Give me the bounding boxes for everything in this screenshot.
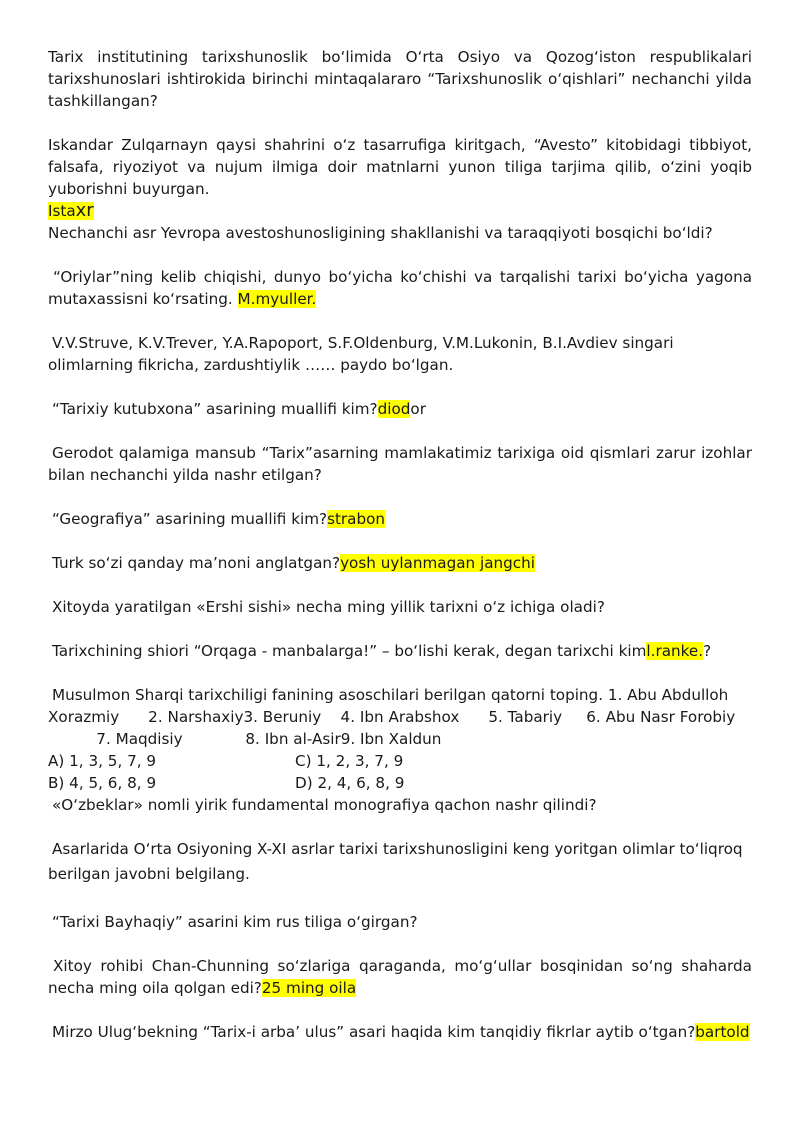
question-text: “Oriylar”ning kelib chiqishi, dunyo bo‘yicha ko‘chishi va tarqalishi tarixi bo‘yicha yagona mutaxassisni ko‘rsating.: [48, 268, 752, 308]
highlighted-answer: strabon: [327, 510, 386, 528]
question-14: [48, 838, 752, 860]
question-12-cont: [48, 706, 752, 728]
question-2: [48, 134, 752, 200]
option-b: B) 4, 5, 6, 8, 9: [48, 774, 157, 792]
question-text: Tarix institutining tarixshunoslik bo‘limida O‘rta Osiyo va Qozog‘iston respublikalari tarixshunoslari ishtirokida birinchi mintaqalararo “Tarixshunoslik o‘qishlari” nechanchi yilda tashkillangan?: [48, 48, 752, 110]
question-10: [48, 596, 752, 618]
option-a: A) 1, 3, 5, 7, 9: [48, 752, 157, 770]
question-text: ?: [703, 642, 712, 660]
question-14-cont: [48, 863, 752, 885]
question-13: [48, 794, 752, 816]
question-17: [48, 1021, 752, 1043]
highlighted-answer: l.ranke.: [646, 642, 704, 660]
highlighted-answer: yosh uylanmagan jangchi: [340, 554, 535, 572]
answer-text: Ista: [48, 202, 76, 220]
question-text: olimlarning fikricha, zardushtiylik …… paydo bo‘lgan.: [48, 356, 454, 374]
question-5: [48, 332, 752, 354]
question-text: “Tarixi Bayhaqiy” asarini kim rus tiliga o‘girgan?: [52, 913, 418, 931]
question-8: [48, 508, 752, 530]
question-text: Turk so‘zi qanday ma’noni anglatgan?: [52, 554, 341, 572]
answer-text: or: [410, 400, 426, 418]
highlighted-answer: bartold: [695, 1023, 750, 1041]
question-text: V.V.Struve, K.V.Trever, Y.A.Rapoport, S.F.Oldenburg, V.M.Lukonin, B.I.Avdiev singari: [52, 334, 674, 352]
document-page: [48, 46, 752, 1043]
question-text: “Geografiya” asarining muallifi kim?: [52, 510, 328, 528]
question-text: Xitoyda yaratilgan «Ershi sishi» necha ming yillik tarixni o‘z ichiga oladi?: [52, 598, 605, 616]
question-9: [48, 552, 752, 574]
question-4: [48, 266, 752, 310]
question-text: Xitoy rohibi Chan-Chunning so‘zlariga qaraganda, mo‘g‘ullar bosqinidan so‘ng shaharda necha ming oila qolgan edi?: [48, 957, 752, 997]
option-c: C) 1, 2, 3, 7, 9: [295, 752, 404, 770]
question-text: Tarixchining shiori “Orqaga - manbalarga!” – bo‘lishi kerak, degan tarixchi kim: [52, 642, 647, 660]
question-text: Musulmon Sharqi tarixchiligi fanining asoschilari berilgan qatorni toping. 1. Abu Abdulloh: [52, 686, 729, 704]
question-1: [48, 46, 752, 112]
option-d: D) 2, 4, 6, 8, 9: [295, 774, 405, 792]
highlighted-answer: diod: [377, 400, 411, 418]
question-text: berilgan javobni belgilang.: [48, 865, 250, 883]
question-12: [48, 684, 752, 706]
question-text: Iskandar Zulqarnayn qaysi shahrini o‘z tasarrufiga kiritgach, “Avesto” kitobidagi tibbiyot, falsafa, riyoziyot va nujum ilmiga doir matnlarni yunon tiliga tarjima qilib, o‘zini yoqib yuborishni buyurgan.: [48, 136, 752, 198]
answer-options: [48, 750, 752, 794]
highlighted-answer: 25 ming oila: [261, 979, 357, 997]
question-text: «O‘zbeklar» nomli yirik fundamental monografiya qachon nashr qilindi?: [52, 796, 597, 814]
question-16: [48, 955, 752, 999]
answer-2: [48, 200, 752, 222]
question-text: Xorazmiy 2. Narshaxiy3. Beruniy 4. Ibn Arabshox 5. Tabariy 6. Abu Nasr Forobiy: [48, 708, 736, 726]
question-text: Nechanchi asr Yevropa avestoshunosligining shakllanishi va taraqqiyoti bosqichi bo‘ldi?: [48, 224, 713, 242]
question-12-cont: [48, 728, 752, 750]
question-11: [48, 640, 752, 662]
highlighted-answer: [48, 202, 94, 220]
answer-text-large: xr: [75, 200, 94, 221]
question-text: Asarlarida O‘rta Osiyoning X-XI asrlar tarixi tarixshunosligini keng yoritgan olimlar to‘liqroq: [52, 840, 743, 858]
question-text: Gerodot qalamiga mansub “Tarix”asarning mamlakatimiz tarixiga oid qismlari zarur izohlar bilan nechanchi yilda nashr etilgan?: [48, 444, 752, 484]
question-text: “Tarixiy kutubxona” asarining muallifi kim?: [52, 400, 378, 418]
highlighted-answer: M.myuller.: [237, 290, 317, 308]
question-15: [48, 911, 752, 933]
question-text: 7. Maqdisiy 8. Ibn al-Asir9. Ibn Xaldun: [48, 730, 442, 748]
question-text: Mirzo Ulug‘bekning “Tarix-i arba’ ulus” asari haqida kim tanqidiy fikrlar aytib o‘tgan?: [52, 1023, 696, 1041]
question-7: [48, 442, 752, 486]
question-5-cont: [48, 354, 752, 376]
question-3: [48, 222, 752, 244]
question-6: [48, 398, 752, 420]
